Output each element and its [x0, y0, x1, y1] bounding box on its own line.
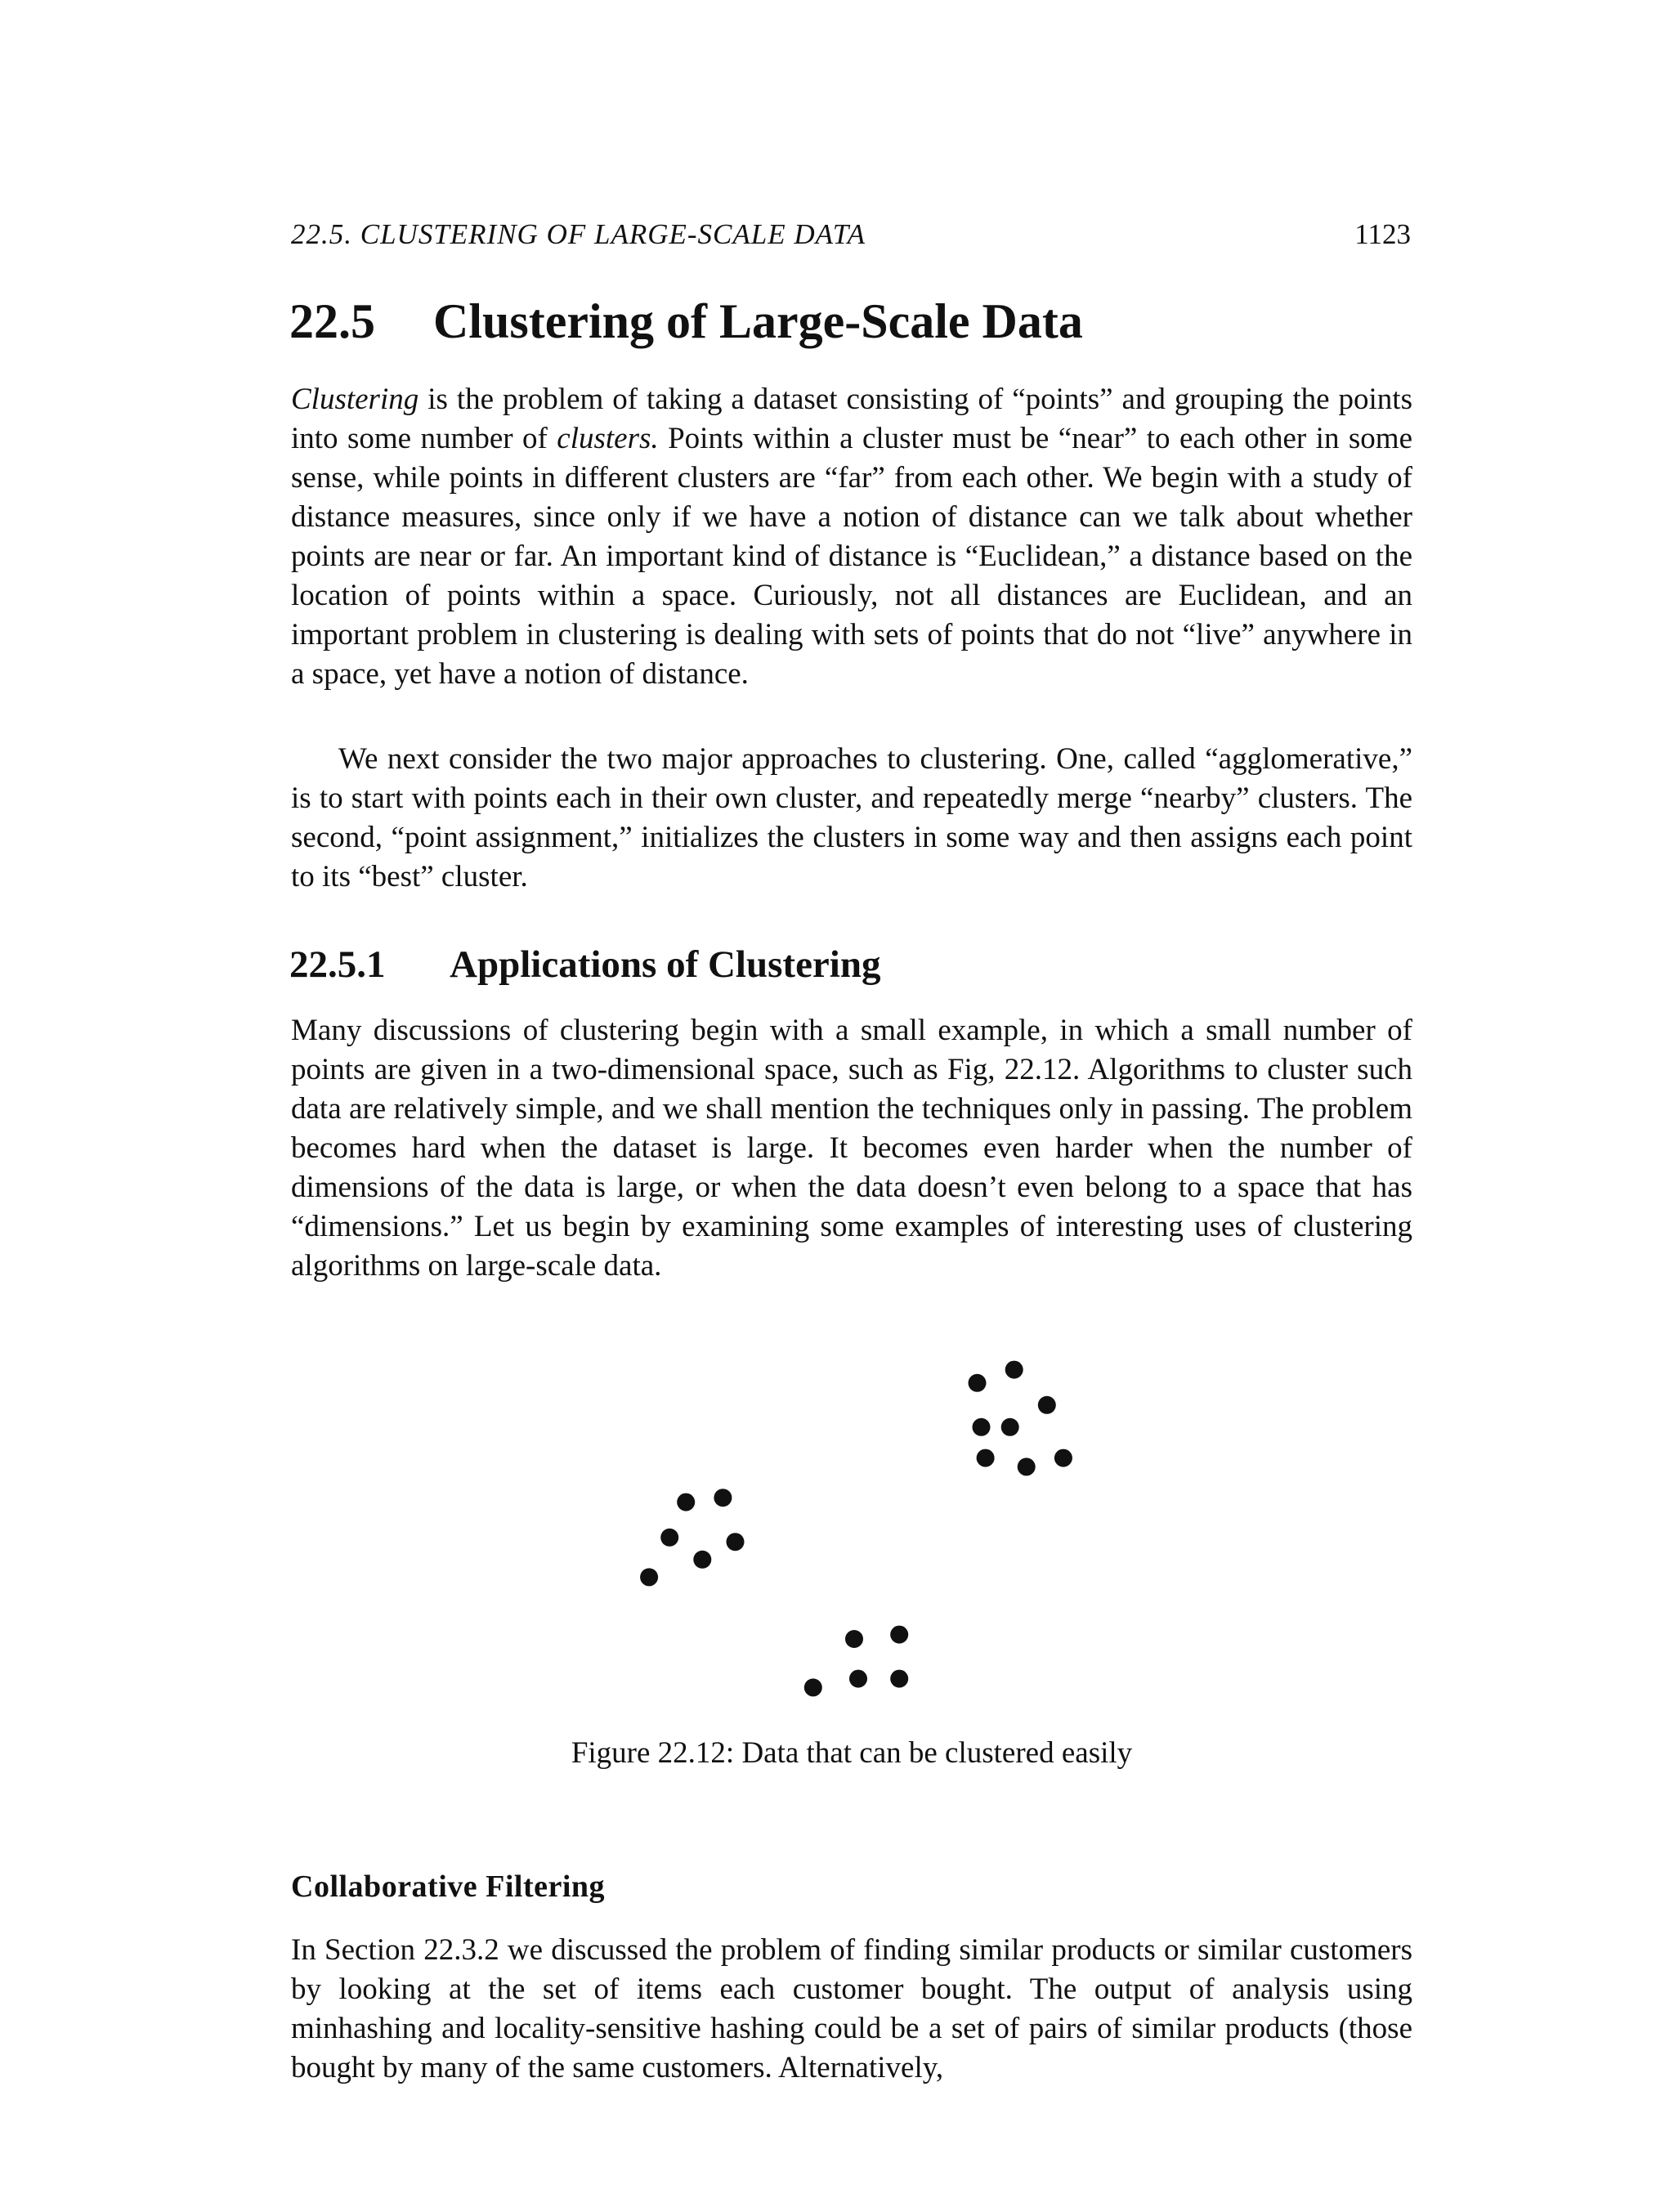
data-point-left-6: [640, 1568, 658, 1586]
data-point-bottom-2: [890, 1626, 908, 1644]
term-clusters: clusters.: [557, 422, 659, 455]
scatter-plot: [621, 1341, 1095, 1717]
intro-text-b: Points within a cluster must be “near” to each other in some sense, while points in different clusters are “far” from each other. We begin with a study of distance measures, since only if we have a notion of distance can we talk about whether points are near or far. An important kind of distance is “Euclidean,” a distance based on the location of points within a space. Curiously, not all distances are Euclidean, and an important problem in clustering is dealing with sets of points that do not “live” anywhere in a space, yet have a notion of distance.: [291, 422, 1412, 691]
data-point-upper-right-7: [1018, 1458, 1036, 1475]
data-point-left-5: [693, 1551, 711, 1569]
collaborative-filtering-paragraph: In Section 22.3.2 we discussed the problem of finding similar products or similar customers by looking at the set of items each customer bought. The output of analysis using minhashing and locality-sensitive hashing could be a set of pairs of similar products (those bought by many of the same customers. Alternatively,: [291, 1933, 1412, 2084]
figure-caption: Figure 22.12: Data that can be clustered easily: [571, 1736, 1133, 1770]
applications-paragraph: Many discussions of clustering begin with a small example, in which a small number of points are given in a two-dimensional space, such as Fig, 22.12. Algorithms to cluster such data are relatively simple, and we shall mention the techniques only in passing. The problem becomes hard when the dataset is large. It becomes even harder when the number of dimensions of the data is large, or when the data doesn’t even belong to a space that has “dimensions.” Let us begin by examining some examples of interesting uses of clustering algorithms on large-scale data.: [291, 1014, 1412, 1283]
subsection-title: Applications of Clustering: [450, 943, 881, 986]
data-point-bottom-5: [804, 1678, 822, 1696]
section-number: 22.5: [289, 294, 375, 348]
intro-paragraph-2-text: We next consider the two major approaches to clustering. One, called “agglomerative,” is to start with points each in their own cluster, and repeatedly merge “nearby” clusters. The second, “point assignment,” initializes the clusters in some way and then assigns each point to its “best” cluster.: [291, 742, 1412, 893]
data-point-upper-right-1: [969, 1374, 987, 1392]
data-point-bottom-1: [845, 1630, 863, 1648]
data-point-upper-right-5: [1001, 1418, 1019, 1436]
running-head: [291, 214, 1411, 255]
data-point-left-2: [714, 1489, 732, 1507]
intro-text-a: is the problem of taking a dataset consisting of “points” and grouping the points into some number of: [291, 383, 1412, 455]
running-head-title: 22.5. CLUSTERING OF LARGE-SCALE DATA: [291, 218, 866, 250]
data-point-upper-right-2: [1005, 1361, 1023, 1379]
data-point-left-3: [660, 1529, 678, 1547]
section-heading: [289, 290, 1434, 352]
data-point-upper-right-8: [1054, 1449, 1072, 1467]
subsection-heading: [289, 938, 1434, 991]
page-number: 1123: [1354, 218, 1411, 250]
subsection-number: 22.5.1: [289, 943, 386, 986]
collaborative-filtering-heading: Collaborative Filtering: [291, 1869, 606, 1904]
intro-paragraph-2: [291, 740, 1412, 897]
data-point-left-4: [727, 1533, 745, 1551]
data-point-left-1: [677, 1493, 695, 1511]
term-clustering: Clustering: [291, 383, 419, 416]
data-point-bottom-3: [849, 1670, 867, 1688]
data-point-upper-right-4: [973, 1418, 991, 1436]
section-title: Clustering of Large-Scale Data: [433, 294, 1083, 348]
data-point-bottom-4: [890, 1670, 908, 1688]
data-point-upper-right-6: [977, 1449, 995, 1467]
data-point-upper-right-3: [1038, 1396, 1056, 1414]
intro-paragraph-1: [291, 380, 1412, 694]
figure-22-12: [621, 1341, 1095, 1717]
